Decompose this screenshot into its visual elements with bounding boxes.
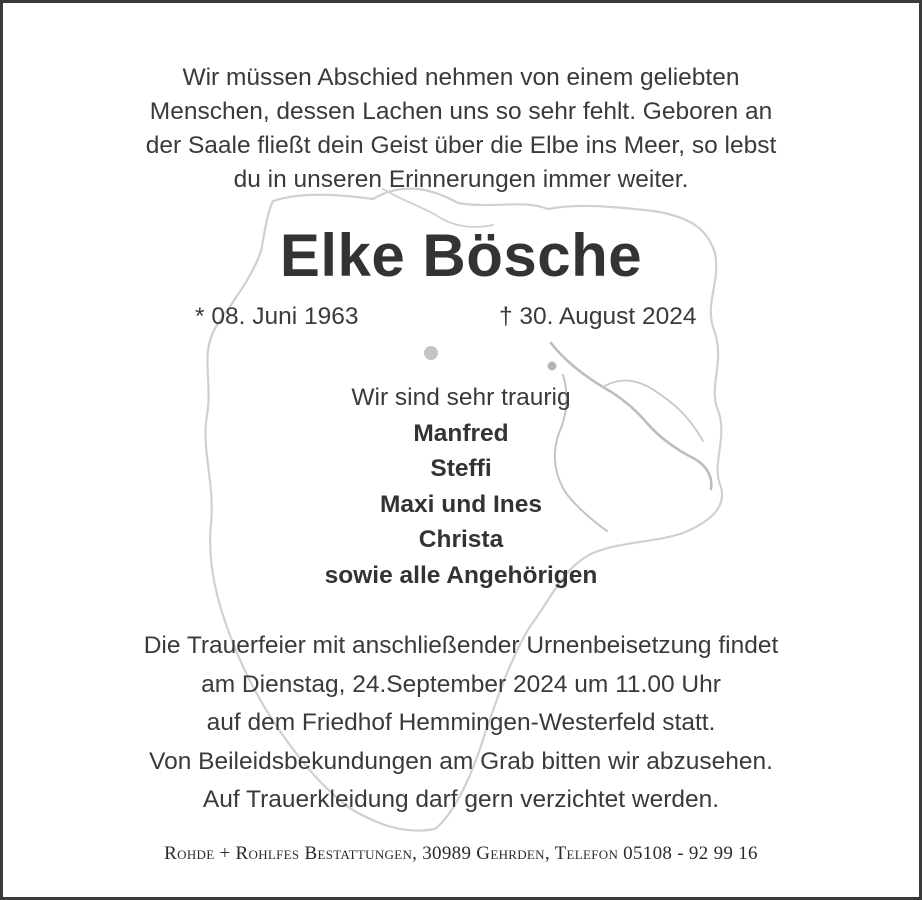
service-line: Von Beileidsbekundungen am Grab bitten wir abzusehen.	[149, 747, 773, 775]
mourners-lead: Wir sind sehr traurig	[351, 384, 571, 411]
service-line: auf dem Friedhof Hemmingen-Westerfeld statt.	[206, 709, 716, 736]
service-info	[43, 627, 879, 820]
mourners-block	[3, 380, 919, 593]
intro-verse	[63, 61, 859, 197]
notice-content	[3, 3, 919, 897]
birth-date: * 08. Juni 1963	[195, 303, 359, 330]
mourner-name: sowie alle Angehörigen	[324, 561, 598, 589]
funeral-home-footer: Rohde + Rohlfes Bestattungen, 30989 Gehrden, Telefon 05108 - 92 99 16	[164, 843, 758, 864]
intro-line: Wir müssen Abschied nehmen von einem geliebten	[182, 64, 740, 91]
service-line: Die Trauerfeier mit anschließender Urnenbeisetzung findet	[143, 632, 779, 659]
service-line: Auf Trauerkleidung darf gern verzichtet werden.	[202, 786, 720, 813]
mourner-name: Manfred	[413, 419, 509, 447]
intro-line: du in unseren Erinnerungen immer weiter.	[233, 166, 689, 193]
mourner-name: Steffi	[430, 455, 492, 482]
deceased-name: Elke Bösche	[279, 222, 643, 289]
intro-line: der Saale fließt dein Geist über die Elbe ins Meer, so lebst	[145, 132, 777, 159]
service-line: am Dienstag, 24.September 2024 um 11.00 Uhr	[201, 670, 721, 698]
intro-line: Menschen, dessen Lachen uns so sehr fehlt. Geboren an	[149, 98, 773, 125]
mourner-name: Maxi und Ines	[379, 490, 542, 518]
mourner-name: Christa	[418, 526, 504, 553]
death-date: † 30. August 2024	[499, 303, 697, 330]
